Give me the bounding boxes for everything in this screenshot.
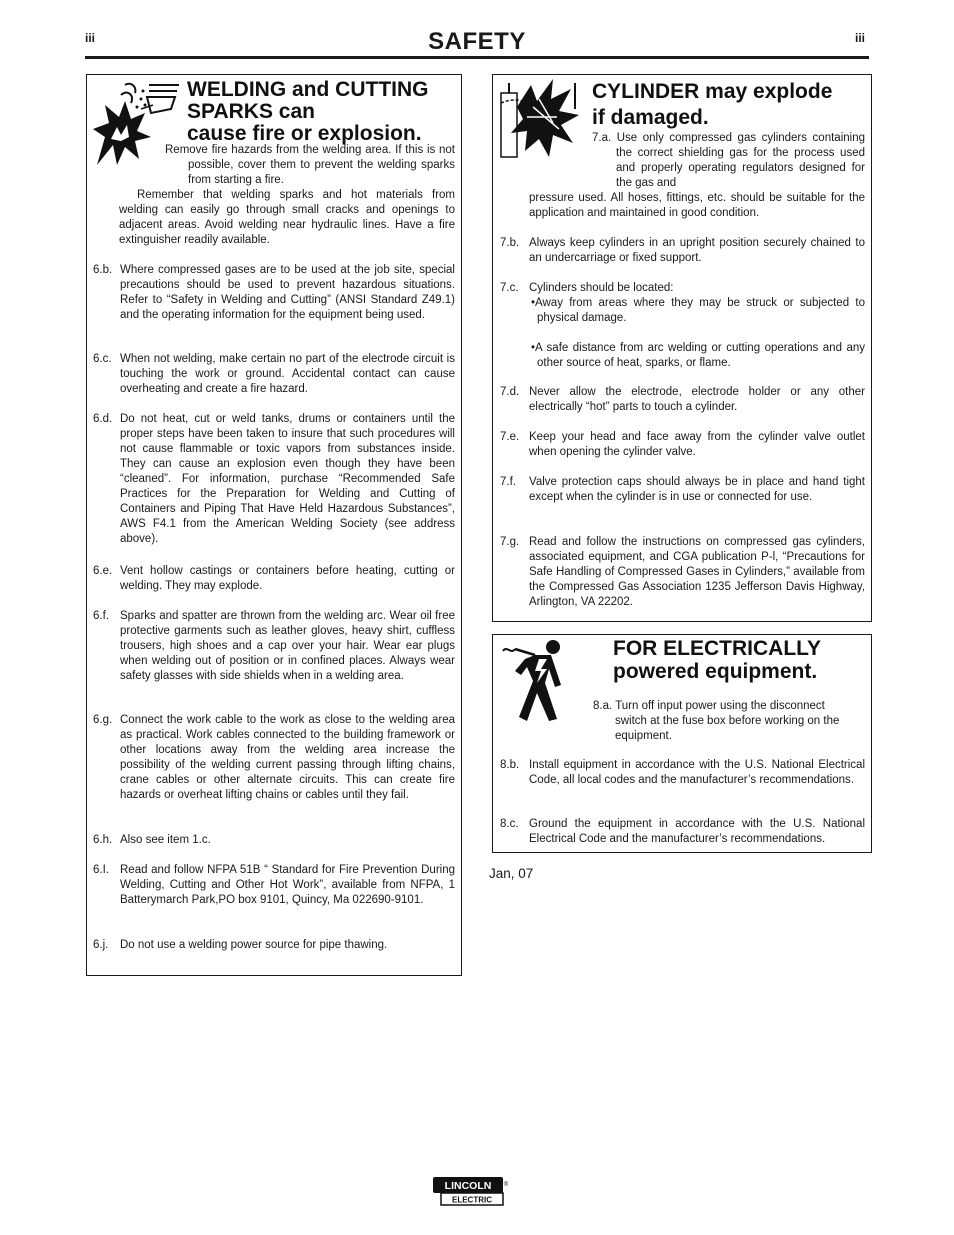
item-6d: 6.d. Do not heat, cut or weld tanks, drums or containers until the proper steps have been taken to insure that such procedures will not cause flammable or toxic vapors from substances inside. They can cause an explosion even though they have been “cleaned”. For information, purchase “Recommended Safe Practices for the Preparation for Welding and Cutting of Containers and Piping That Have Held Hazardous Substances”, AWS F4.1 from the American Welding Society (see address above). — [93, 413, 455, 545]
electric-shock-icon — [501, 637, 567, 723]
item-8a: 8.a. Turn off input power using the disconnect switch at the fuse box before working on the equipment. — [593, 700, 840, 742]
page-title: SAFETY — [428, 28, 526, 55]
item-8b: 8.b. Install equipment in accordance with the U.S. National Electrical Code, all local codes and the manufacturer’s recommendations. — [500, 759, 865, 786]
electrical-hazard-section — [492, 634, 872, 853]
item-7b: 7.b. Always keep cylinders in an upright position securely chained to an undercarriage or fixed support. — [500, 237, 865, 264]
svg-text:LINCOLN: LINCOLN — [444, 1180, 492, 1192]
title-divider — [85, 56, 869, 59]
item-8c: 8.c. Ground the equipment in accordance with the U.S. National Electrical Code and the manufacturer’s recommendations. — [500, 818, 865, 845]
bullet-2: •A safe distance from arc welding or cutting operations and any other source of heat, sparks, or flame. — [531, 342, 865, 369]
item-7f: 7.f. Valve protection caps should always be in place and hand tight except when the cylinder is in use or connected for use. — [500, 476, 865, 503]
revision-date: Jan, 07 — [489, 866, 534, 881]
item-6c: 6.c. When not welding, make certain no part of the electrode circuit is touching the work or ground. Accidental contact can cause overheating and create a fire hazard. — [93, 353, 455, 395]
item-6j: 6.j. Do not use a welding power source for pipe thawing. — [93, 939, 388, 951]
lincoln-electric-logo — [433, 1177, 511, 1206]
item-7e: 7.e. Keep your head and face away from the cylinder valve outlet when opening the cylinder valve. — [500, 431, 865, 458]
page-number-left: iii — [85, 31, 96, 45]
page-number-right: iii — [855, 31, 866, 45]
item-6b: 6.b. Where compressed gases are to be used at the job site, special precautions should be used to prevent hazardous situations. Refer to “Safety in Welding and Cutting” (ANSI Standard Z49.1) and the operating information for the equipment being used. — [93, 264, 455, 321]
svg-text:®: ® — [503, 1182, 509, 1188]
fire-hazard-section — [86, 74, 462, 976]
item-6h: 6.h. Also see item 1.c. — [93, 834, 211, 846]
fire-heading: WELDING and CUTTING SPARKS can cause fire or explosion. — [187, 78, 429, 145]
cylinder-heading: CYLINDER may explode if damaged. — [592, 80, 833, 129]
svg-text:ELECTRIC: ELECTRIC — [452, 1195, 492, 1205]
item-6f: 6.f. Sparks and spatter are thrown from the welding arc. Wear oil free protective garments such as leather gloves, heavy shirt, cuffless trousers, high shoes and a cap over your hair. Wear ear plugs when welding out of position or in confined places. Always wear safety glasses with side shields when in a welding area. — [93, 610, 455, 682]
item-6i: 6.I. Read and follow NFPA 51B “ Standard for Fire Prevention During Welding, Cutting and Other Hot Work”, available from NFPA, 1 Batterymarch Park,PO box 9101, Quincy, Ma 022690-9101. — [93, 864, 455, 906]
item-6a: Remove fire hazards from the welding area. If this is not possible, cover them to prevent the welding sparks from starting a fire. Remember that welding sparks and hot materials from welding can easily go through small cracks and openings to adjacent areas. Avoid welding near hydraulic lines. Have a fire extinguisher readily available. — [119, 144, 455, 246]
item-7g: 7.g. Read and follow the instructions on compressed gas cylinders, associated equipment, and CGA publication P-l, “Precautions for Safe Handling of Compressed Gases in Cylinders,” available from the Compressed Gas Association 1235 Jefferson Davis Highway, Arlington, VA 22202. — [500, 536, 865, 608]
bullet-1: •Away from areas where they may be struck or subjected to physical damage. — [531, 297, 865, 324]
electrical-heading: FOR ELECTRICALLY powered equipment. — [613, 637, 822, 683]
item-6g: 6.g. Connect the work cable to the work as close to the welding area as practical. Work cables connected to the building framework or other locations away from the welding area increase the possibility of the welding current passing through lifting chains, crane cables or other alternate circuits. This can create fire hazards or overheat lifting chains or cables until they fail. — [93, 714, 455, 801]
cylinder-hazard-section — [492, 74, 872, 622]
item-7d: 7.d. Never allow the electrode, electrode holder or any other electrically “hot” parts to touch a cylinder. — [500, 386, 865, 413]
item-6e: 6.e. Vent hollow castings or containers before heating, cutting or welding. They may explode. — [93, 565, 455, 592]
item-7a: 7.a. Use only compressed gas cylinders containing the correct shielding gas for the process used and properly operating regulators designed for the gas and pressure used. All hoses, fittings, etc. should be suitable for the application and maintained in good condition. — [529, 132, 865, 219]
item-7c: 7.c. Cylinders should be located: •Away from areas where they may be struck or subjected to physical damage. •A safe distance from arc welding or cutting operations and any other source of heat, sparks, or flame. — [500, 282, 865, 369]
